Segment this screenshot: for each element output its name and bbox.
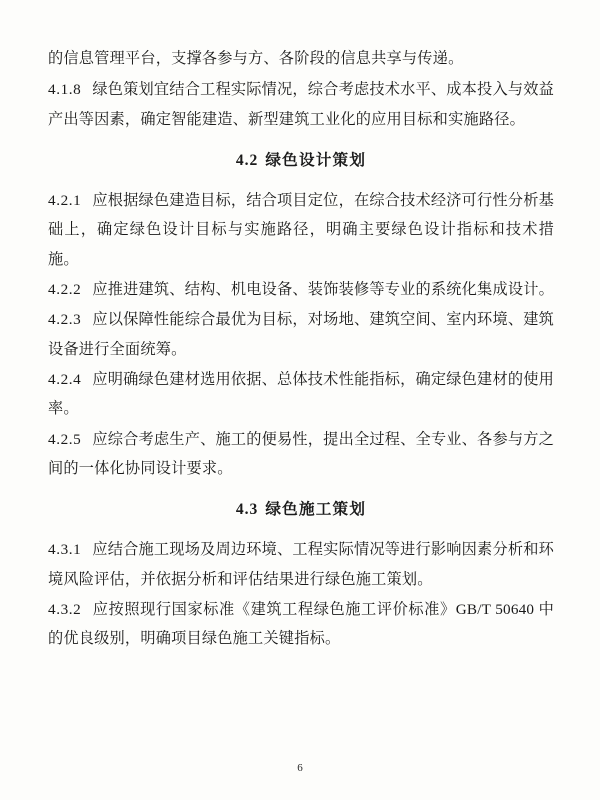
clause-4-3-2: [48, 595, 554, 654]
clause-text: 应以保障性能综合最优为目标，对场地、建筑空间、室内环境、建筑设备进行全面统筹。: [48, 311, 554, 358]
clause-text: 应明确绿色建材选用依据、总体技术性能指标，确定绿色建材的使用率。: [48, 371, 554, 418]
clause-number: 4.2.5: [48, 430, 82, 448]
section-heading-4-2: [48, 146, 554, 176]
section-number: 4.2: [235, 151, 259, 169]
clause-text: 应结合施工现场及周边环境、工程实际情况等进行影响因素分析和环境风险评估，并依据分析和评估结果进行绿色施工策划。: [48, 541, 554, 588]
clause-number: 4.3.1: [48, 541, 82, 559]
continuation-paragraph: 的信息管理平台，支撑各参与方、各阶段的信息共享与传递。: [48, 50, 464, 67]
clause-text: 应综合考虑生产、施工的便易性，提出全过程、全专业、各参与方之间的一体化协同设计要求。: [48, 430, 554, 478]
clause-4-2-3: [48, 305, 554, 364]
clause-text: 绿色策划宜结合工程实际情况，综合考虑技术水平、成本投入与效益产出等因素，确定智能建造、新型建筑工业化的应用目标和实施路径。: [48, 81, 554, 128]
section-title-text: 绿色设计策划: [265, 151, 367, 169]
clause-number: 4.2.3: [48, 311, 82, 329]
clause-text: 应按照现行国家标准《建筑工程绿色施工评价标准》GB/T 50640 中的优良级别，明确项目绿色施工关键指标。: [48, 601, 554, 648]
page-body: [48, 44, 554, 654]
clause-text: 应推进建筑、结构、机电设备、装饰装修等专业的系统化集成设计。: [92, 281, 554, 299]
clause-4-2-4: [48, 365, 554, 424]
clause-number: 4.3.2: [48, 601, 82, 619]
clause-4-2-2: [48, 275, 554, 304]
clause-4-2-5: [48, 425, 554, 484]
section-heading-4-3: [48, 495, 554, 525]
section-title-text: 绿色施工策划: [265, 501, 367, 519]
page-number: 6: [297, 762, 303, 774]
clause-number: 4.1.8: [48, 81, 82, 99]
clause-4-2-1: [48, 186, 554, 274]
section-number: 4.3: [235, 501, 259, 519]
clause-4-1-8: [48, 75, 554, 134]
clause-number: 4.2.4: [48, 371, 82, 389]
clause-number: 4.2.1: [48, 192, 82, 210]
clause-4-3-1: [48, 535, 554, 594]
clause-number: 4.2.2: [48, 281, 82, 299]
clause-text: 应根据绿色建造目标，结合项目定位，在综合技术经济可行性分析基础上，确定绿色设计目标与实施路径，明确主要绿色设计指标和技术措施。: [48, 192, 554, 268]
